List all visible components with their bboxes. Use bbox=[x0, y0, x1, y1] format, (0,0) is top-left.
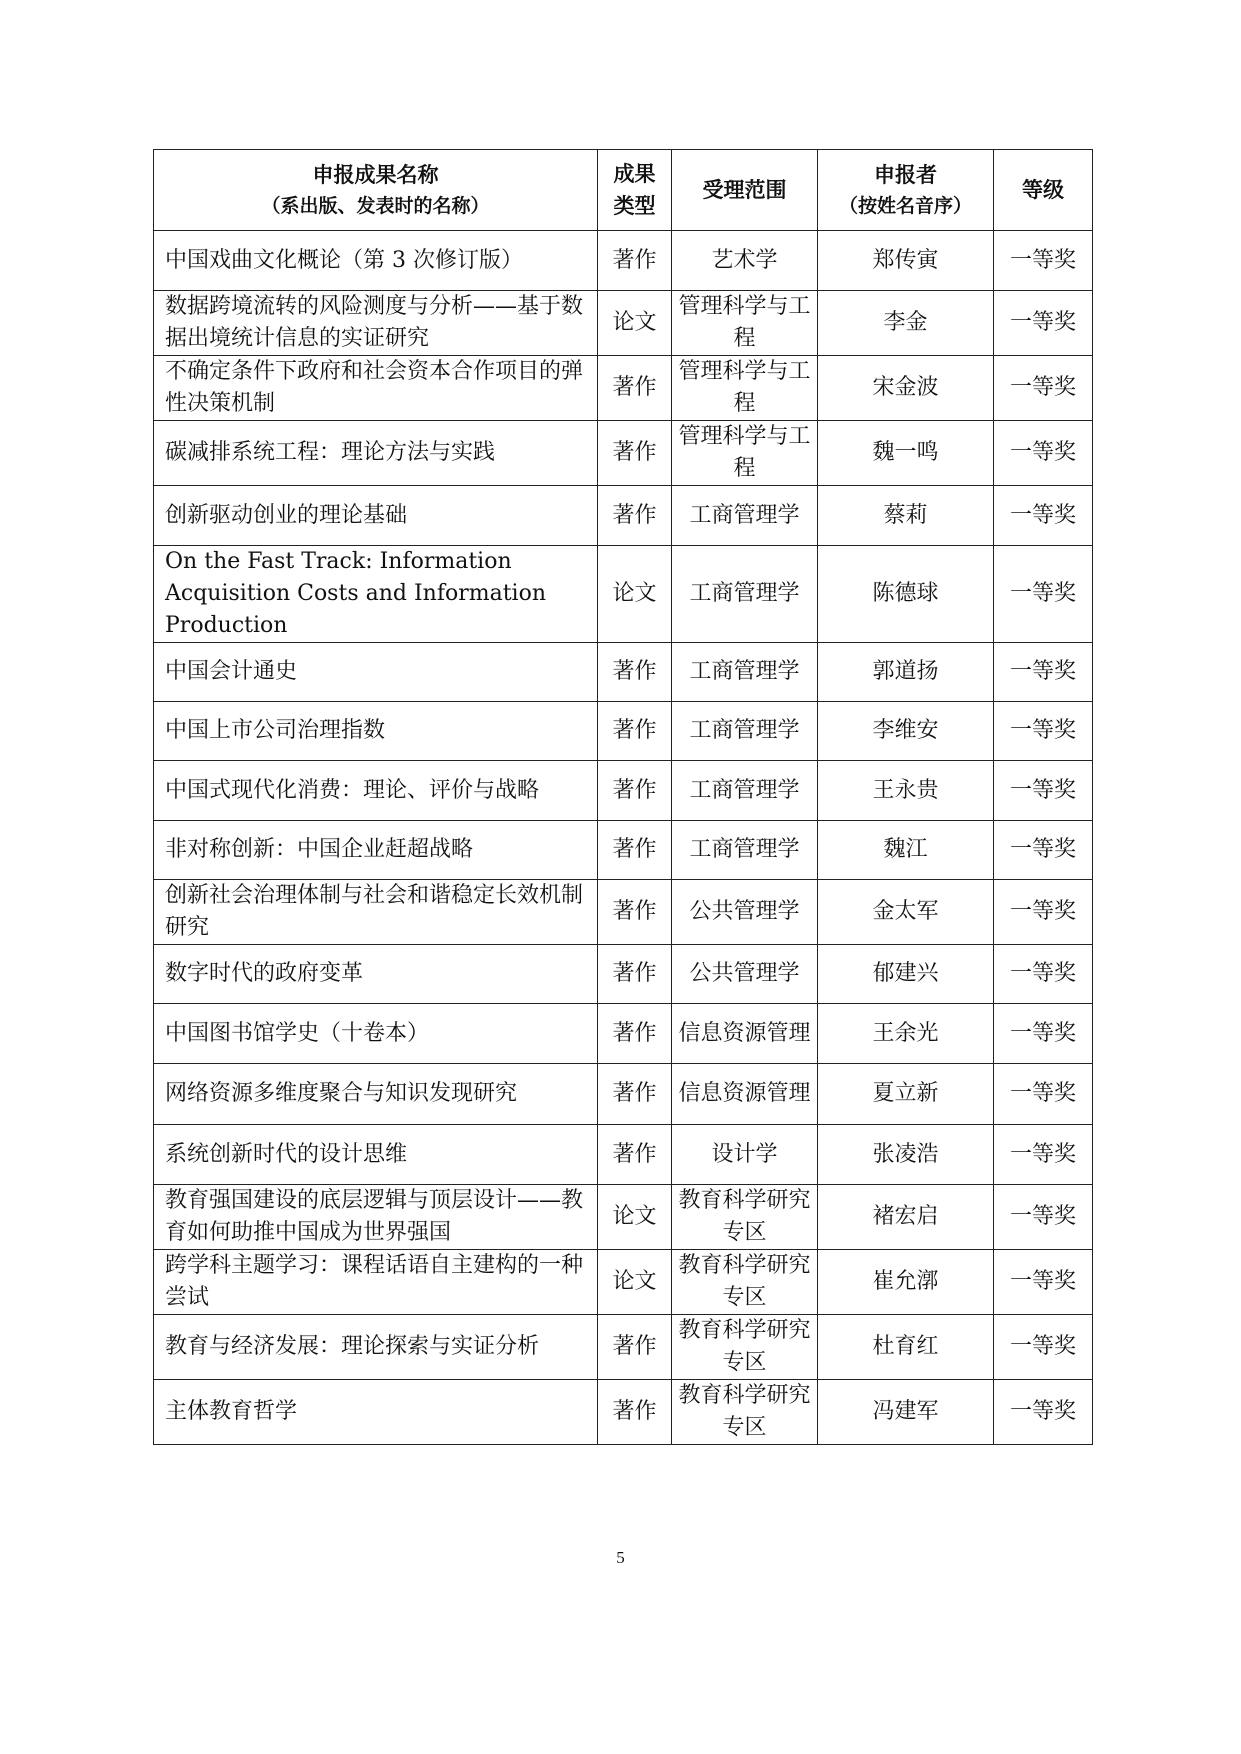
award-scope: 管理科学与工程 bbox=[672, 291, 818, 356]
award-scope: 信息资源管理 bbox=[672, 1004, 818, 1064]
header-type-line2: 类型 bbox=[613, 194, 656, 218]
award-grade: 一等奖 bbox=[994, 1380, 1093, 1445]
award-author: 李金 bbox=[818, 291, 994, 356]
award-grade: 一等奖 bbox=[994, 356, 1093, 421]
award-author: 陈德球 bbox=[818, 546, 994, 643]
award-grade: 一等奖 bbox=[994, 486, 1093, 546]
award-title: 中国图书馆学史（十卷本） bbox=[154, 1004, 598, 1064]
table-row bbox=[154, 702, 1093, 761]
award-author: 王余光 bbox=[818, 1004, 994, 1064]
table-row bbox=[154, 945, 1093, 1004]
award-scope: 公共管理学 bbox=[672, 880, 818, 945]
table-body bbox=[154, 231, 1093, 1445]
award-type: 论文 bbox=[598, 1185, 672, 1250]
table-row bbox=[154, 880, 1093, 945]
table-row bbox=[154, 1185, 1093, 1250]
award-title: 中国式现代化消费：理论、评价与战略 bbox=[154, 761, 598, 821]
award-grade: 一等奖 bbox=[994, 702, 1093, 761]
award-grade: 一等奖 bbox=[994, 945, 1093, 1004]
award-title: 创新社会治理体制与社会和谐稳定长效机制研究 bbox=[154, 880, 598, 945]
header-author-main: 申报者 bbox=[874, 163, 937, 187]
award-author: 张凌浩 bbox=[818, 1125, 994, 1185]
award-grade: 一等奖 bbox=[994, 421, 1093, 486]
award-scope: 工商管理学 bbox=[672, 486, 818, 546]
header-title bbox=[154, 150, 598, 231]
award-type: 著作 bbox=[598, 1125, 672, 1185]
award-scope: 教育科学研究专区 bbox=[672, 1315, 818, 1380]
award-grade: 一等奖 bbox=[994, 761, 1093, 821]
award-type: 著作 bbox=[598, 1064, 672, 1125]
award-title: On the Fast Track: Information Acquisition Costs and Information Production bbox=[154, 546, 598, 643]
award-scope: 工商管理学 bbox=[672, 821, 818, 880]
award-grade: 一等奖 bbox=[994, 1315, 1093, 1380]
award-title: 教育与经济发展：理论探索与实证分析 bbox=[154, 1315, 598, 1380]
award-author: 郁建兴 bbox=[818, 945, 994, 1004]
award-title: 非对称创新：中国企业赶超战略 bbox=[154, 821, 598, 880]
table-row bbox=[154, 291, 1093, 356]
table-row bbox=[154, 1064, 1093, 1125]
table-row bbox=[154, 1250, 1093, 1315]
award-author: 冯建军 bbox=[818, 1380, 994, 1445]
award-type: 著作 bbox=[598, 945, 672, 1004]
table-row bbox=[154, 1315, 1093, 1380]
table-row bbox=[154, 643, 1093, 702]
award-author: 李维安 bbox=[818, 702, 994, 761]
award-grade: 一等奖 bbox=[994, 880, 1093, 945]
award-grade: 一等奖 bbox=[994, 1250, 1093, 1315]
award-grade: 一等奖 bbox=[994, 1004, 1093, 1064]
award-type: 著作 bbox=[598, 643, 672, 702]
award-scope: 教育科学研究专区 bbox=[672, 1380, 818, 1445]
award-title: 创新驱动创业的理论基础 bbox=[154, 486, 598, 546]
award-author: 崔允漷 bbox=[818, 1250, 994, 1315]
table-row bbox=[154, 761, 1093, 821]
award-author: 郑传寅 bbox=[818, 231, 994, 291]
header-scope-label: 受理范围 bbox=[702, 178, 787, 202]
award-type: 著作 bbox=[598, 702, 672, 761]
header-grade bbox=[994, 150, 1093, 231]
award-grade: 一等奖 bbox=[994, 1185, 1093, 1250]
award-author: 魏一鸣 bbox=[818, 421, 994, 486]
award-scope: 管理科学与工程 bbox=[672, 356, 818, 421]
award-grade: 一等奖 bbox=[994, 1125, 1093, 1185]
header-title-main: 申报成果名称 bbox=[312, 163, 439, 187]
award-type: 著作 bbox=[598, 761, 672, 821]
award-title: 网络资源多维度聚合与知识发现研究 bbox=[154, 1064, 598, 1125]
award-author: 蔡莉 bbox=[818, 486, 994, 546]
table-row bbox=[154, 546, 1093, 643]
award-title: 中国会计通史 bbox=[154, 643, 598, 702]
awards-table bbox=[153, 149, 1093, 1445]
header-type-line1: 成果 bbox=[613, 162, 656, 186]
award-scope: 工商管理学 bbox=[672, 702, 818, 761]
award-scope: 公共管理学 bbox=[672, 945, 818, 1004]
table-row bbox=[154, 231, 1093, 291]
table-header bbox=[154, 150, 1093, 231]
award-author: 褚宏启 bbox=[818, 1185, 994, 1250]
award-type: 著作 bbox=[598, 1004, 672, 1064]
award-type: 著作 bbox=[598, 1315, 672, 1380]
header-scope bbox=[672, 150, 818, 231]
header-grade-label: 等级 bbox=[1022, 178, 1064, 202]
award-title: 数字时代的政府变革 bbox=[154, 945, 598, 1004]
award-scope: 艺术学 bbox=[672, 231, 818, 291]
award-title: 跨学科主题学习：课程话语自主建构的一种尝试 bbox=[154, 1250, 598, 1315]
award-scope: 工商管理学 bbox=[672, 761, 818, 821]
award-title: 不确定条件下政府和社会资本合作项目的弹性决策机制 bbox=[154, 356, 598, 421]
award-scope: 工商管理学 bbox=[672, 643, 818, 702]
award-title: 中国戏曲文化概论（第 3 次修订版） bbox=[154, 231, 598, 291]
award-author: 夏立新 bbox=[818, 1064, 994, 1125]
award-author: 杜育红 bbox=[818, 1315, 994, 1380]
award-grade: 一等奖 bbox=[994, 643, 1093, 702]
table-row bbox=[154, 1380, 1093, 1445]
award-author: 郭道扬 bbox=[818, 643, 994, 702]
award-author: 王永贵 bbox=[818, 761, 994, 821]
header-type bbox=[598, 150, 672, 231]
table-row bbox=[154, 356, 1093, 421]
award-author: 金太军 bbox=[818, 880, 994, 945]
award-scope: 教育科学研究专区 bbox=[672, 1250, 818, 1315]
award-grade: 一等奖 bbox=[994, 546, 1093, 643]
award-type: 论文 bbox=[598, 546, 672, 643]
award-grade: 一等奖 bbox=[994, 821, 1093, 880]
table-row bbox=[154, 421, 1093, 486]
award-grade: 一等奖 bbox=[994, 291, 1093, 356]
award-scope: 管理科学与工程 bbox=[672, 421, 818, 486]
award-scope: 教育科学研究专区 bbox=[672, 1185, 818, 1250]
award-type: 著作 bbox=[598, 231, 672, 291]
page-number: 5 bbox=[616, 1548, 625, 1567]
award-type: 著作 bbox=[598, 880, 672, 945]
table-row bbox=[154, 1004, 1093, 1064]
award-type: 论文 bbox=[598, 1250, 672, 1315]
header-row bbox=[154, 150, 1093, 231]
header-author bbox=[818, 150, 994, 231]
award-grade: 一等奖 bbox=[994, 231, 1093, 291]
award-type: 论文 bbox=[598, 291, 672, 356]
header-author-sub: （按姓名音序） bbox=[838, 195, 972, 217]
award-title: 主体教育哲学 bbox=[154, 1380, 598, 1445]
award-title: 中国上市公司治理指数 bbox=[154, 702, 598, 761]
award-type: 著作 bbox=[598, 421, 672, 486]
award-scope: 工商管理学 bbox=[672, 546, 818, 643]
award-scope: 信息资源管理 bbox=[672, 1064, 818, 1125]
award-title: 数据跨境流转的风险测度与分析——基于数据出境统计信息的实证研究 bbox=[154, 291, 598, 356]
award-author: 宋金波 bbox=[818, 356, 994, 421]
table-row bbox=[154, 821, 1093, 880]
award-title: 教育强国建设的底层逻辑与顶层设计——教育如何助推中国成为世界强国 bbox=[154, 1185, 598, 1250]
award-type: 著作 bbox=[598, 1380, 672, 1445]
table-row bbox=[154, 486, 1093, 546]
header-title-sub: （系出版、发表时的名称） bbox=[261, 195, 490, 217]
table-row bbox=[154, 1125, 1093, 1185]
award-scope: 设计学 bbox=[672, 1125, 818, 1185]
award-title: 系统创新时代的设计思维 bbox=[154, 1125, 598, 1185]
award-grade: 一等奖 bbox=[994, 1064, 1093, 1125]
award-type: 著作 bbox=[598, 821, 672, 880]
award-title: 碳减排系统工程：理论方法与实践 bbox=[154, 421, 598, 486]
award-author: 魏江 bbox=[818, 821, 994, 880]
award-type: 著作 bbox=[598, 486, 672, 546]
award-type: 著作 bbox=[598, 356, 672, 421]
